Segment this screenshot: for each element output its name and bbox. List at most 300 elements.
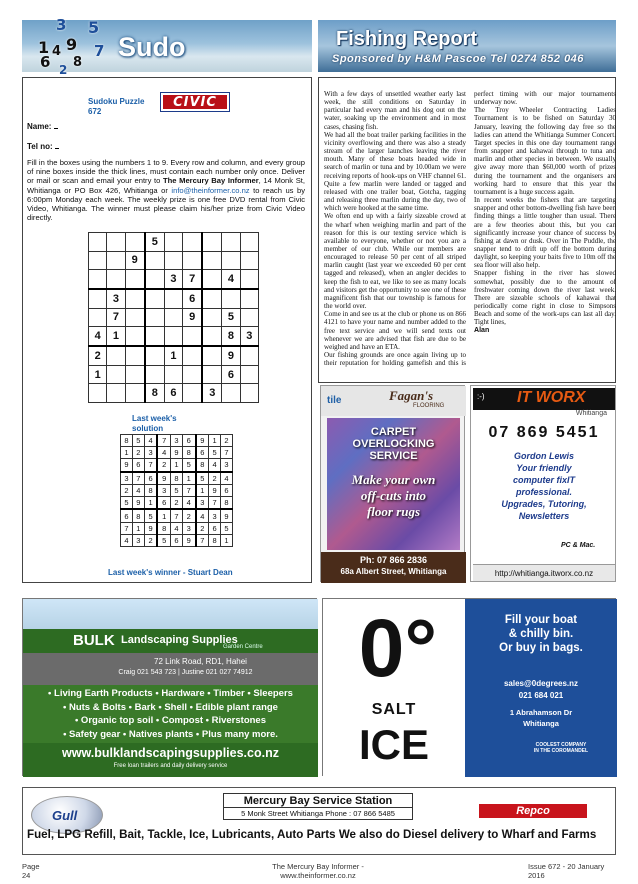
ice-word: ICE [358,721,429,768]
sudoku-cell[interactable]: 9 [222,346,240,365]
solution-cell: 5 [221,522,233,534]
article-paragraph: We often end up with a fairly sizeable crowd at the wharf when weighing marlin and part of the reason for this is our texting service which is available to everyone, whether or not you are a member of our club. While our members are encouraged to release 50 per cent of all striped marlin caught (last year we exceeded 60 per cent tagged and released), when an angler decides to keep the fish to eat, we like to see as many locals and visitors get the opportunity to see one of these magnificent fish that our township is famous for the world over. [324,212,466,311]
sudoku-cell[interactable] [125,365,145,384]
grid-row [121,497,233,510]
solution-cell: 5 [157,534,170,546]
footer-page-number: 24 [22,871,31,880]
sudoku-cell[interactable]: 2 [89,346,107,365]
solution-cell: 8 [132,509,144,522]
sudoku-cell[interactable] [164,233,182,252]
sudoku-cell[interactable]: 8 [145,384,165,403]
bulk-items [23,685,318,743]
grid-row [121,509,233,522]
sudoku-cell[interactable] [107,251,125,270]
bulk-title-2: Landscaping Supplies [121,634,238,646]
solution-cell: 7 [196,534,209,546]
fagans-address: 68a Albert Street, Whitianga [340,567,447,576]
sudoku-cell[interactable] [145,289,165,308]
grid-row [89,251,259,270]
sudoku-cell[interactable] [222,289,240,308]
last-week-solution-label: Last week's solution [132,414,177,433]
fagans-ad-header [321,386,466,416]
sudoku-cell[interactable] [164,308,182,327]
solution-cell: 6 [221,484,233,496]
sudoku-banner [22,16,312,77]
solution-cell: 2 [144,534,157,546]
solution-cell: 9 [157,472,170,485]
service-station-name: Mercury Bay Service Station [243,795,393,807]
service-station-address: 5 Monk Street Whitianga Phone : 07 866 5485 [224,807,412,819]
solution-cell: 2 [121,484,133,496]
solution-cell: 7 [221,447,233,459]
solution-cell: 6 [157,497,170,510]
solution-cell: 9 [182,534,195,546]
sudoku-cell[interactable]: 1 [89,365,107,384]
service-station-ad[interactable] [22,787,616,855]
solution-cell: 9 [171,447,183,459]
sudoku-puzzle-grid [88,232,259,403]
sudoku-cell[interactable] [125,346,145,365]
solution-cell: 3 [157,484,170,496]
sudoku-solution-grid [120,434,233,547]
sudoku-instructions [27,158,305,222]
sudoku-cell[interactable] [107,233,125,252]
sudoku-cell[interactable]: 4 [89,327,107,346]
bulk-phones: Craig 021 543 723 | Justine 021 027 74912 [118,669,253,676]
grid-row [89,233,259,252]
solution-cell: 8 [121,435,133,447]
salt-ice-line: Fill your boat [504,614,578,626]
name-input-line[interactable] [54,128,58,129]
sudoku-cell[interactable]: 9 [183,308,203,327]
salt-word: SALT [371,701,417,718]
solution-cell: 6 [121,509,133,522]
gull-logo-text: Gull [52,808,78,823]
solution-cell: 2 [157,459,170,472]
banner-digit: 7 [94,42,105,60]
sudoku-cell[interactable] [202,308,222,327]
sudoku-cell[interactable] [164,289,182,308]
sudoku-cell[interactable] [183,346,203,365]
itworx-pc-mac: PC & Mac. [561,542,596,549]
itworx-ad[interactable] [470,385,616,582]
salt-ice-line: & chilly bin. [508,628,574,640]
fagans-line: CARPET [370,426,417,438]
solution-cell: 5 [132,435,144,447]
instructions-publication: The Mercury Bay Informer [162,176,259,186]
solution-cell: 3 [209,509,221,522]
solution-cell: 5 [196,472,209,485]
bulk-footer [23,743,318,777]
solution-cell: 4 [132,484,144,496]
solution-cell: 4 [221,472,233,485]
banner-digit: 5 [88,18,100,37]
solution-cell: 1 [171,459,183,472]
grid-row [121,522,233,534]
service-station-tagline: Fuel, LPG Refill, Bait, Tackle, Ice, Lubricants, Auto Parts We also do Diesel delivery to Wharf and Farms [27,828,597,841]
itworx-line: Upgrades, Tutoring, [501,499,587,509]
grid-row [89,365,259,384]
solution-cell: 1 [209,435,221,447]
sudoku-cell[interactable] [202,270,222,289]
solution-cell: 6 [132,459,144,472]
sudoku-cell[interactable]: 3 [202,384,222,403]
name-field-label [27,122,58,131]
sudoku-cell[interactable] [222,251,240,270]
sudoku-cell[interactable] [202,251,222,270]
itworx-body [473,450,615,522]
fishing-report-title: Fishing Report [336,28,478,50]
solution-cell: 2 [171,497,183,510]
sudoku-cell[interactable] [89,308,107,327]
solution-cell: 1 [121,447,133,459]
grid-row [89,384,259,403]
grid-row [89,270,259,289]
salt-ice-email[interactable]: sales@0degrees.nz [503,679,579,688]
solution-cell: 8 [209,534,221,546]
fagans-line: Make your own [351,472,436,487]
sudoku-cell[interactable] [107,365,125,384]
sudoku-cell[interactable] [89,233,107,252]
sudoku-cell[interactable] [240,308,258,327]
itworx-logo: IT WORX [517,389,586,406]
solution-cell: 7 [121,522,133,534]
sudoku-cell[interactable] [164,251,182,270]
bulk-url[interactable]: www.bulklandscapingsupplies.co.nz [62,746,279,760]
sudoku-cell[interactable] [145,327,165,346]
bulk-sky-image [23,599,318,629]
footer-issue [528,862,618,880]
sudoku-cell[interactable] [125,270,145,289]
solution-cell: 4 [171,522,183,534]
sudoku-cell[interactable] [145,365,165,384]
grid-row [89,346,259,365]
footer-page-label: Page [22,862,40,871]
article-paragraph: In recent weeks the fishers that are targeting snapper and other bottom-dwelling fish have been finding things a little tougher than usual. There are a few theories about this, but you can significantly increase your chance of success by fishing at dawn or dusk. Over in The Puddle, the snapper tend to drift up off the bottom during daylight, so keeping your baits five to 10m off the sea floor will also help. [474,196,616,270]
sudoku-cell[interactable] [125,384,145,403]
solution-cell: 6 [196,447,209,459]
solution-cell: 5 [144,509,157,522]
name-label-text: Name: [27,122,52,131]
tel-field-label [27,142,59,151]
sudoku-cell[interactable] [125,327,145,346]
bulk-title: BULK [73,632,115,649]
salt-ice-address: Whitianga [523,719,559,728]
banner-digit: 9 [66,35,78,54]
solution-cell: 8 [196,459,209,472]
banner-digit: 8 [73,55,83,70]
fagans-phone: Ph: 07 866 2836 [359,555,428,565]
fagans-line: floor rugs [366,504,421,519]
sudoku-cell[interactable] [145,346,165,365]
solution-cell: 7 [132,472,144,485]
solution-cell: 2 [196,522,209,534]
solution-cell: 4 [157,447,170,459]
fagans-flooring: FLOORING [413,403,445,409]
itworx-line: Newsletters [518,511,570,521]
solution-cell: 9 [209,484,221,496]
repco-logo: Repco [479,804,587,818]
salt-ice-line: Or buy in bags. [499,642,583,654]
sudoku-cell[interactable] [145,308,165,327]
salt-ice-logo-panel [323,599,465,777]
banner-digit: 2 [59,63,68,77]
solution-cell: 1 [157,509,170,522]
sudoku-puzzle-label: Sudoku Puzzle 672 [88,97,145,116]
solution-cell: 2 [209,472,221,485]
solution-cell: 8 [182,447,195,459]
grid-row [89,289,259,308]
sudoku-cell[interactable] [183,251,203,270]
article-paragraph: We had all the boat trailer parking facilities in the vicinity overflowing and there was also a steady stream of the larger launches leaving the river mouth. Many of these boats headed wide in search of marlin or tuna and by 10.00am we were receiving reports of hook-ups on VHF channel 61. Quite a few marlin were landed or tagged and released with one trailer boat, Gotcha, tagging and releasing three marlin during the day, two of which were hooked at the same time. [324,130,466,213]
itworx-line: professional. [515,487,572,497]
grid-row [121,435,233,447]
sudoku-cell[interactable] [125,289,145,308]
solution-cell: 9 [221,509,233,522]
sudoku-cell[interactable] [183,233,203,252]
grid-row [121,459,233,472]
sudoku-cell[interactable] [107,270,125,289]
solution-cell: 7 [144,459,157,472]
footer-publication-name: The Mercury Bay Informer - [272,862,364,871]
solution-cell: 3 [121,472,133,485]
banner-digit: 4 [52,44,62,59]
sudoku-cell[interactable]: 3 [164,270,182,289]
solution-cell: 2 [182,509,195,522]
bulk-item-line: • Nuts & Bolts • Bark • Shell • Edible plant range [63,701,278,713]
sudoku-cell[interactable] [240,251,258,270]
sudoku-cell[interactable] [164,365,182,384]
sudoku-cell[interactable] [202,365,222,384]
solution-cell: 5 [121,497,133,510]
last-week-winner: Last week's winner - Stuart Dean [108,568,233,577]
instructions-text: , 14 Monk St, Whitianga or PO Box 426, Whitianga or [27,176,305,195]
solution-cell: 1 [182,472,195,485]
sudoku-cell[interactable]: 4 [222,270,240,289]
sudoku-cell[interactable] [89,384,107,403]
sudoku-cell[interactable] [89,251,107,270]
sudoku-cell[interactable] [202,289,222,308]
footer-website-link[interactable]: www.theinformer.co.nz [280,871,356,880]
sudoku-cell[interactable] [202,346,222,365]
footer-year: 2016 [528,871,545,880]
sudoku-cell[interactable] [183,327,203,346]
solution-cell: 2 [221,435,233,447]
salt-ice-phone: 021 684 021 [518,691,564,700]
solution-cell: 1 [221,534,233,546]
tile-brand: tile [327,395,342,406]
solution-cell: 3 [132,534,144,546]
solution-cell: 1 [196,484,209,496]
sudoku-cell[interactable] [240,270,258,289]
itworx-header [473,388,615,410]
fagans-flooring-ad[interactable] [320,385,465,582]
bulk-contact-bar [23,653,318,685]
civic-logo-frame [160,92,230,112]
itworx-line: computer fixIT [512,475,575,485]
service-station-box [223,793,413,820]
grid-row [121,484,233,496]
itworx-line: Gordon Lewis [513,451,574,461]
grid-row [89,327,259,346]
solution-cell: 2 [132,447,144,459]
grid-row [121,447,233,459]
bulk-landscaping-ad[interactable] [22,598,317,776]
sudoku-cell[interactable] [240,289,258,308]
itworx-town: Whitianga [575,410,607,417]
banner-digit: 6 [40,53,51,71]
bulk-address: 72 Link Road, RD1, Hahei [154,657,247,666]
itworx-url[interactable]: http://whitianga.itworx.co.nz [473,564,615,581]
itworx-phone: 07 869 5451 [488,424,600,441]
instructions-text: to reach us by 6:00pm Monday each week. The weekly prize is one free DVD rental from Civic Video, Whitianga. The winner must please claim his/her prize from Civic Video directly. [27,185,305,223]
sudoku-cell[interactable] [222,384,240,403]
sudoku-cell[interactable] [145,251,165,270]
solution-cell: 7 [171,509,183,522]
sudoku-cell[interactable] [107,384,125,403]
salt-ice-address: 1 Abrahamson Dr [509,708,573,717]
fagans-name: Fagan's [389,388,434,403]
sudoku-cell[interactable]: 3 [240,327,258,346]
sudoku-cell[interactable] [183,384,203,403]
solution-cell: 4 [196,509,209,522]
footer-publication [248,862,388,880]
sudoku-cell[interactable] [240,365,258,384]
sudoku-cell[interactable] [107,346,125,365]
itworx-line: Your friendly [516,463,572,473]
solution-cell: 9 [121,459,133,472]
article-paragraph: Our fishing grounds are once again living up to their reputation for holding gamefish and this is perfect timing with our major tournaments underway now. [324,90,616,368]
instructions-email-link[interactable]: info@theinformer.co.nz [171,185,250,195]
fishing-banner [318,20,616,72]
sudoku-cell[interactable]: 9 [125,251,145,270]
salt-ice-info-panel [465,599,617,777]
bulk-footnote: Free loan trailers and daily delivery service [113,763,228,769]
footer-issue-label: Issue 672 - 20 January [528,862,605,871]
solution-cell: 1 [132,522,144,534]
solution-cell: 3 [221,459,233,472]
solution-cell: 4 [144,435,157,447]
article-paragraph: Come in and see us at the club or phone us on 866 4121 to have your name and number added to the free text service and we will send texts out whenever we are advised that fish are due to be weighed and have an ETA. [324,310,466,351]
fagans-line: off-cuts into [360,488,427,503]
footer-page [22,862,40,880]
fishing-article [324,90,616,380]
sudoku-cell[interactable] [240,346,258,365]
sudoku-cell[interactable]: 7 [107,308,125,327]
sudoku-cell[interactable]: 1 [107,327,125,346]
grid-row [89,308,259,327]
solution-cell: 1 [144,497,157,510]
sudoku-cell[interactable] [222,233,240,252]
tel-input-line[interactable] [55,148,59,149]
article-paragraph: The Troy Wheeler Contracting Ladies Tournament is to be fished on Saturday 30 January, leaving the following day free so the ladies can attend the Whitianga Summer Concert. Target species in this one day tournament range from snapper and kahawai through to tuna and marlin and other species in between. We usually give away more than $60,000 worth of prizes during the tournament and the organisers are working hard to ensure that this year the tournament is a huge success again. [474,106,616,196]
solution-cell: 6 [144,472,157,485]
solution-cell: 8 [144,484,157,496]
sudoku-cell[interactable] [240,384,258,403]
salt-ice-coolest: IN THE COROMANDEL [533,748,589,754]
sudoku-cell[interactable] [202,327,222,346]
solution-cell: 9 [144,522,157,534]
sudoku-cell[interactable] [183,365,203,384]
solution-cell: 5 [209,447,221,459]
sudoku-cell[interactable]: 6 [183,289,203,308]
sudoku-cell[interactable]: 1 [164,346,182,365]
banner-digit: 1 [38,38,50,57]
civic-logo: CIVIC [163,95,227,109]
solution-cell: 7 [157,435,170,447]
sudoku-cell[interactable]: 5 [145,233,165,252]
banner-digit: 3 [56,16,67,34]
solution-cell: 4 [209,459,221,472]
tel-label-text: Tel no: [27,142,53,151]
fishing-sponsor: Sponsored by H&M Pascoe Tel 0274 852 046 [332,53,584,65]
sudoku-cell[interactable] [202,233,222,252]
solution-cell: 9 [196,435,209,447]
sudoku-cell[interactable]: 7 [183,270,203,289]
fagans-line: SERVICE [369,450,418,462]
article-paragraph: With a few days of unsettled weather early last week, the still conditions on Saturday in particular had every man and his dog out on the water, soaking up the environment and in most cases, chasing fish. [324,90,466,131]
zero-degrees-logo: 0° [358,603,438,694]
bulk-item-line: • Organic top soil • Compost • Riverstones [74,715,267,726]
fagans-carpet-image [327,418,460,550]
fagans-contact [321,552,466,583]
sudoku-cell[interactable] [89,270,107,289]
sudoku-cell[interactable] [125,233,145,252]
sudoku-cell[interactable] [89,289,107,308]
sudoku-cell[interactable] [164,327,182,346]
bulk-header-bar [23,629,318,653]
solution-cell: 9 [132,497,144,510]
solution-cell: 5 [182,459,195,472]
instructions-text: Fill in the boxes using the numbers 1 to 9. Every row and column, and every group of nine boxes inside the thick lines, must contain each number only once. Deliver or mail or scan and email your entry to [27,158,305,186]
solution-cell: 8 [171,472,183,485]
solution-cell: 7 [182,484,195,496]
solution-cell: 3 [182,522,195,534]
grid-row [121,534,233,546]
salt-ice-ad[interactable] [322,598,616,776]
solution-cell: 8 [157,522,170,534]
solution-cell: 4 [182,497,195,510]
sudoku-cell[interactable] [240,233,258,252]
sudoku-cell[interactable]: 6 [222,365,240,384]
solution-cell: 6 [209,522,221,534]
solution-cell: 6 [182,435,195,447]
article-paragraph: Snapper fishing in the river has slowed somewhat, possibly due to the amount of freshwater coming down the river last week. There are sizeable schools of kahawai that periodically come right in close to Simpsons Beach and some of the work-ups can last all day. Tight lines, [474,269,616,327]
solution-cell: 3 [196,497,209,510]
solution-cell: 5 [171,484,183,496]
solution-cell: 3 [144,447,157,459]
sudoku-cell[interactable]: 5 [222,308,240,327]
solution-cell: 6 [171,534,183,546]
sudoku-cell[interactable]: 8 [222,327,240,346]
sudoku-title: Sudo [118,32,186,62]
sudoku-cell[interactable]: 3 [107,289,125,308]
bulk-item-line: • Safety gear • Natives plants • Plus many more. [63,728,278,740]
bulk-garden-centre: Garden Centre [223,644,263,650]
itworx-badge-icon: :-) [477,392,485,401]
solution-cell: 4 [121,534,133,546]
sudoku-cell[interactable] [145,270,165,289]
sudoku-cell[interactable] [125,308,145,327]
grid-row [121,472,233,485]
solution-cell: 7 [209,497,221,510]
bulk-item-line: • Living Earth Products • Hardware • Timber • Sleepers [48,688,293,699]
fagans-line: OVERLOCKING [352,438,435,450]
solution-cell: 3 [171,435,183,447]
sudoku-cell[interactable]: 6 [164,384,182,403]
solution-cell: 8 [221,497,233,510]
salt-ice-coolest: COOLEST COMPANY [535,742,587,748]
